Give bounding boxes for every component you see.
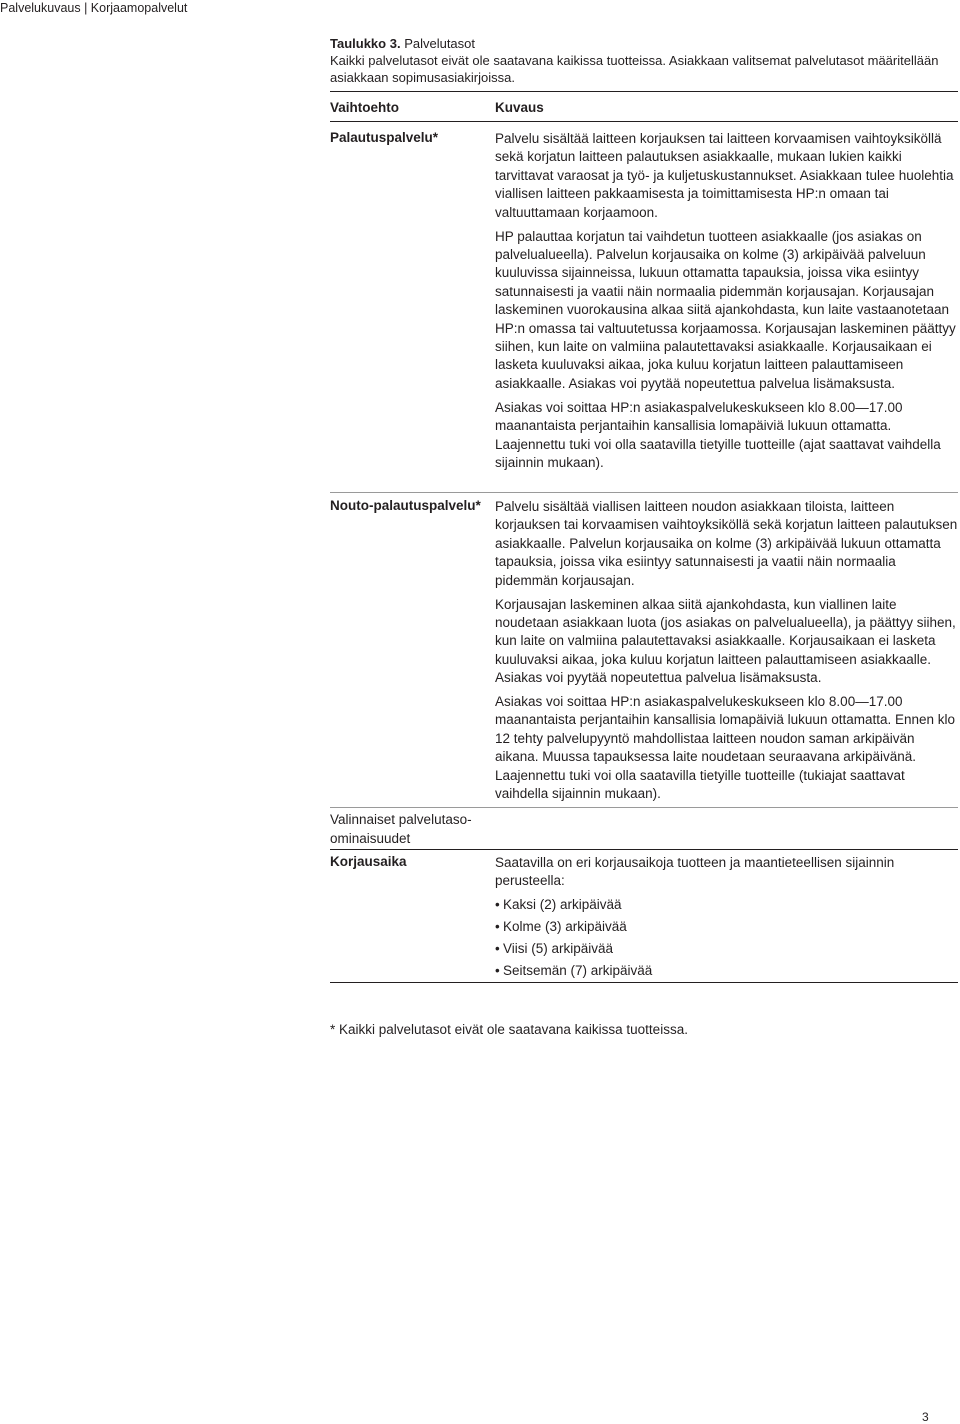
breadcrumb: Palvelukuvaus | Korjaamopalvelut [0,1,188,15]
option-repair-time: Korjausaika [330,854,407,869]
option-return-service: Palautuspalvelu* [330,130,439,145]
description-paragraph: Saatavilla on eri korjausaikoja tuotteen ja maantieteellisen sijainnin perusteella: [495,855,895,889]
header-rule [330,121,958,122]
list-item: • Kolme (3) arkipäivää [495,919,627,935]
column-header-option: Vaihtoehto [330,100,400,115]
caption-title: Palvelutasot [404,36,476,51]
description-paragraph: Palvelu sisältää laitteen korjauksen tai laitteen korvaamisen vaihtoyksiköllä sekä korjatun laitteen palautuksen asiakkaalle, mukaan lukien kaikki tarvittavat varaosat ja työ- ja kuljetuskustannukset. Asiakkaan tulee huolehtia viallisen laitteen pakkaamisesta ja toimittamisesta HP:n omaan tai valtuuttamaan korjaamoon. [495,131,954,220]
description-paragraph: Asiakas voi soittaa HP:n asiakaspalvelukeskukseen klo 8.00—17.00 maanantaista perjantaihin kansallisia lomapäiviä lukuun ottamatta. Laajennettu tuki voi olla saatavilla tietyille tuotteille (ajat saattavat vaihdella sijainnin mukaan). [495,399,941,470]
list-item: • Seitsemän (7) arkipäivää [495,963,653,979]
optional-features-heading: Valinnaiset palvelutaso- ominaisuudet [330,812,472,846]
row-rule [330,807,958,808]
description-pickup-return-service [495,498,958,809]
description-paragraph: HP palauttaa korjatun tai vaihdetun tuotteen asiakkaalle (jos asiakas on palvelualueella). Palvelun korjausaika on kolme (3) arkipäivää palveluun kuuluvissa sijainneissa, lukuun ottamatta tapauksia, joissa vika esiintyy satunnaisesti ja vaatii näin normaalia pidemmän korjausajan. Korjausajan laskeminen vuorokausina alkaa siitä ajankohdasta, kun laite vastaanotetaan HP:n omassa tai valtuutetussa korjaamossa. Korjausajan laskeminen päättyy siihen, kun laite on valmiina palautettavaksi asiakkaalle. Korjausaikaan ei lasketa kuuluvaksi aikaa, joka kuluu korjatun laitteen palauttamiseen asiakkaalle. Asiakas voi pyytää nopeutettua palvelua lisämaksusta. [495,228,956,391]
description-repair-time [495,854,958,984]
caption-title-line [330,35,950,52]
description-return-service [495,130,958,478]
page-number: 3 [922,1410,929,1424]
optional-features-rule [330,849,958,850]
caption-text: Kaikki palvelutasot eivät ole saatavana kaikissa tuotteissa. Asiakkaan valitsemat palvelutasot määritellään asiakkaan sopimusasiakirjoissa. [330,53,939,85]
description-paragraph: Palvelu sisältää viallisen laitteen noudon asiakkaan tiloista, laitteen korjauksen tai korvaamisen vaihtoyksiköllä sekä korjatun laitteen palautuksen asiakkaalle. Palvelun korjausaika on kolme (3) arkipäivää lukuun ottamatta tapauksia, joissa vika esiintyy satunnaisesti ja vaatii näin normaalia pidemmän korjausajan. [495,499,958,588]
repair-time-options-list [495,896,958,980]
list-item: • Kaksi (2) arkipäivää [495,897,622,913]
description-paragraph: Korjausajan laskeminen alkaa siitä ajankohdasta, kun viallinen laite noudetaan asiakkaan luota (jos asiakas on palvelualueella), ja päättyy siihen, kun laite on valmiina palautettavaksi asiakkaalle. Korjausaikaan ei lasketa kuuluvaksi aikaa, joka kuluu korjatun laitteen palauttamiseen asiakkaalle. Asiakas voi pyytää nopeutettua palvelua lisämaksusta. [495,596,956,686]
row-rule [330,492,958,493]
column-header-description: Kuvaus [495,100,544,115]
table-top-rule [330,91,958,92]
description-paragraph: Asiakas voi soittaa HP:n asiakaspalvelukeskukseen klo 8.00—17.00 maanantaista perjantaihin kansallisia lomapäiviä lukuun ottamatta. Ennen klo 12 tehty palvelupyyntö mahdollistaa laitteen noudon saman arkipäivän aikana. Muussa tapauksessa laite noudetaan seuraavana arkipäivänä. Laajennettu tuki voi olla saatavilla tietyille tuotteille (tukiajat saattavat vaihdella sijainnin mukaan). [495,694,956,802]
table-bottom-rule [330,982,958,983]
list-item: • Viisi (5) arkipäivää [495,941,614,957]
footnote: * Kaikki palvelutasot eivät ole saatavana kaikissa tuotteissa. [330,1022,688,1037]
caption-label: Taulukko 3. [330,36,401,51]
option-pickup-return-service: Nouto-palautuspalvelu* [330,498,481,513]
table-caption [330,35,950,86]
